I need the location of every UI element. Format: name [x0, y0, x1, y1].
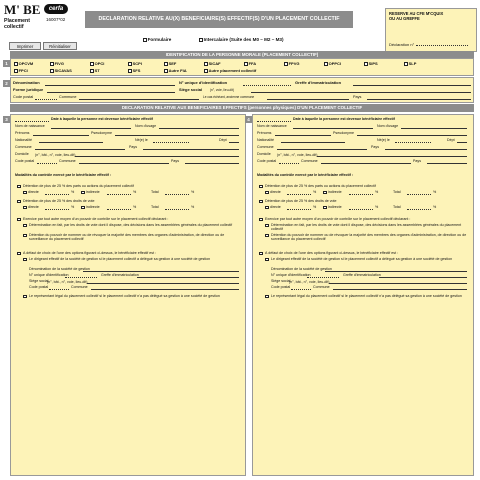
identity-panel: [10, 77, 474, 103]
birth-date-field[interactable]: [395, 142, 431, 143]
company-name-label: Dénomination de la société de gestion: [271, 267, 332, 271]
placement-type-checkbox[interactable]: [284, 62, 288, 66]
legal-rep-checkbox[interactable]: [23, 295, 27, 299]
legal-rep-company-checkbox[interactable]: [23, 258, 27, 262]
placement-type-label: FPCI: [18, 68, 28, 74]
domicile-label: Domicile: [15, 152, 29, 156]
last-name-field[interactable]: [51, 128, 131, 129]
declaration-number-field[interactable]: [416, 45, 468, 46]
shares-direct-percent-sign: %: [313, 190, 317, 194]
beneficiary-column-2: [252, 114, 474, 476]
placement-type-label: Autre FIA: [168, 68, 187, 74]
cerfa-logo: cerfa: [44, 4, 68, 14]
decide-checkbox[interactable]: [265, 224, 269, 228]
placement-type-label: FPVG: [288, 61, 300, 67]
company-id-label: N° unique d'identification: [271, 273, 311, 277]
shares-direct-percent[interactable]: [287, 194, 311, 195]
votes-indirect-percent-sign: %: [133, 205, 137, 209]
placement-type-opcvm[interactable]: [14, 62, 33, 67]
shares-direct-label: directe: [28, 190, 39, 194]
company-seat-field[interactable]: [329, 283, 467, 284]
placement-type-checkbox[interactable]: [244, 62, 248, 66]
reset-button[interactable]: Réinitialiser: [43, 42, 77, 50]
brand-block: [3, 2, 83, 54]
votes-indirect-checkbox[interactable]: [81, 206, 85, 210]
hold-shares-checkbox[interactable]: [259, 185, 263, 189]
placement-type-checkbox[interactable]: [50, 62, 54, 66]
shares-indirect-label: indirecte: [328, 190, 342, 194]
shares-total-percent[interactable]: [165, 194, 189, 195]
hold-votes-label: Détention de plus de 25 % des droits de vote: [265, 199, 337, 203]
country-field[interactable]: [367, 99, 471, 100]
shares-indirect-checkbox[interactable]: [323, 191, 327, 195]
shares-total-percent-sign: %: [433, 190, 437, 194]
shares-indirect-percent-sign: %: [375, 190, 379, 194]
postal-code-label: Code postal: [13, 95, 34, 99]
birth-date-label: Né(e) le: [377, 138, 390, 142]
placement-type-label: SLP: [408, 61, 417, 67]
placement-type-label: ST: [94, 68, 100, 74]
shares-direct-checkbox[interactable]: [265, 191, 269, 195]
country-label: Pays: [353, 95, 362, 99]
appoint-checkbox[interactable]: [23, 234, 27, 238]
domicile-field[interactable]: [75, 156, 239, 157]
company-commune-label: Commune: [313, 285, 330, 289]
pseudonym-field[interactable]: [115, 135, 239, 136]
default-checkbox[interactable]: [259, 252, 263, 256]
domicile-country-field[interactable]: [427, 163, 467, 164]
placement-type-fpvg[interactable]: [284, 62, 299, 67]
nationality-field[interactable]: [39, 142, 103, 143]
placement-type-label: OPCI: [94, 61, 105, 67]
placement-type-fivg[interactable]: [50, 62, 64, 67]
commune-label: Commune: [59, 95, 77, 99]
usage-name-label: Nom d'usage: [377, 124, 399, 128]
legal-rep-checkbox[interactable]: [265, 295, 269, 299]
seat-label: Siège social: [179, 87, 203, 92]
form-number: 16007*02: [46, 17, 66, 22]
placement-type-checkbox[interactable]: [90, 69, 94, 73]
placement-type-checkbox[interactable]: [404, 62, 408, 66]
placement-type-label: OPCVM: [18, 61, 34, 67]
company-seat-field[interactable]: [87, 283, 239, 284]
company-greffe-label: Greffe d'immatriculation: [101, 273, 139, 277]
birth-commune-label: Commune: [257, 145, 274, 149]
birth-date-field[interactable]: [153, 142, 189, 143]
domicile-country-label: Pays: [413, 159, 421, 163]
placement-type-label: OPPCI: [328, 61, 342, 67]
usage-name-field[interactable]: [401, 128, 467, 129]
placement-type-checkbox[interactable]: [164, 69, 168, 73]
appoint-label: Détention du pouvoir de nommer ou de révoquer la majorité des membres des organes d'administration, de direction ou de surveillance du placement collectif: [29, 233, 225, 242]
company-seat-label: Siège social: [29, 279, 49, 283]
section-3-number: 3: [3, 116, 10, 123]
placement-type-checkbox[interactable]: [14, 62, 18, 66]
mode-insert-option[interactable]: Intercalaire (Suite des M0 – M2 – M3): [199, 37, 284, 42]
placement-type-opci[interactable]: [90, 62, 104, 67]
domicile-commune-label: Commune: [301, 159, 318, 163]
hold-votes-checkbox[interactable]: [17, 200, 21, 204]
last-name-field[interactable]: [293, 128, 373, 129]
nationality-label: Nationalité: [15, 138, 32, 142]
birth-country-field[interactable]: [385, 149, 467, 150]
placement-type-checkbox[interactable]: [128, 69, 132, 73]
pseudonym-label: Pseudonyme: [333, 131, 354, 135]
form-header: [3, 2, 477, 54]
section-1-number: 1: [3, 60, 10, 67]
domicile-label: Domicile: [257, 152, 271, 156]
hold-shares-checkbox[interactable]: [17, 185, 21, 189]
placement-type-label: SICAF: [208, 61, 221, 67]
votes-direct-label: directe: [270, 205, 281, 209]
birth-country-label: Pays: [371, 145, 379, 149]
date-label: Date à laquelle la personne est devenue bénéficiaire effectif: [51, 117, 153, 121]
appoint-label: Détention du pouvoir de nommer ou de révoquer la majorité des membres des organes d'administration, de direction ou de surveillance du placement collectif: [271, 233, 467, 242]
placement-type-label: SFS: [132, 68, 141, 74]
placement-type-scpi[interactable]: [128, 62, 142, 67]
placement-type-checkbox[interactable]: [164, 62, 168, 66]
other-means-checkbox[interactable]: [259, 218, 263, 222]
legal-rep-company-label: Le dirigeant effectif de la société de gestion si le placement collectif a délégué sa gestion à une société de gestion: [29, 257, 211, 261]
form-code: M' BE: [4, 2, 41, 17]
votes-indirect-label: indirecte: [86, 205, 100, 209]
other-means-checkbox[interactable]: [17, 218, 21, 222]
greffe-field[interactable]: [353, 85, 471, 86]
placement-type-label: SICAVAS: [54, 68, 72, 74]
placement-type-slp[interactable]: [404, 62, 416, 67]
shares-indirect-checkbox[interactable]: [81, 191, 85, 195]
denomination-label: Dénomination: [13, 80, 40, 85]
appoint-checkbox[interactable]: [265, 234, 269, 238]
company-cp-label: Code postal: [29, 285, 49, 289]
placement-type-checkbox[interactable]: [324, 62, 328, 66]
domicile-commune-label: Commune: [59, 159, 76, 163]
postal-code-field[interactable]: [37, 163, 57, 164]
votes-total-percent[interactable]: [407, 209, 431, 210]
nationality-label: Nationalité: [257, 138, 274, 142]
usage-name-label: Nom d'usage: [135, 124, 157, 128]
decide-label: Détermination en fait, par les droits de vote dont il dispose, des décisions dans les assemblées générales du placement collectif: [271, 223, 462, 232]
placement-type-autre-fia[interactable]: [164, 69, 187, 74]
hold-votes-checkbox[interactable]: [259, 200, 263, 204]
placement-type-panel: [10, 58, 474, 76]
placement-type-label: SCPI: [132, 61, 142, 67]
legal-rep-company-checkbox[interactable]: [265, 258, 269, 262]
votes-direct-label: directe: [28, 205, 39, 209]
shares-indirect-percent[interactable]: [107, 194, 131, 195]
legal-rep-label: Le représentant légal du placement collectif si le placement collectif n'a pas délégué sa gestion à une société de gestion: [271, 294, 462, 298]
company-name-field[interactable]: [83, 271, 239, 272]
votes-total-percent-sign: %: [191, 205, 195, 209]
first-names-label: Prénoms: [257, 131, 272, 135]
date-field[interactable]: [15, 121, 49, 122]
company-greffe-field[interactable]: [137, 277, 239, 278]
domicile-hint: (n°, bât., n°, voie, lieu-dit): [277, 152, 318, 157]
placement-type-sef[interactable]: [164, 62, 176, 67]
birth-date-label: Né(e) le: [135, 138, 148, 142]
beneficiaries-section-title: DECLARATION RELATIVE AUX BENEFICIAIRES EFFECTIFS (personnes physiques) D'UN PLACEMENT COLLECTIF: [10, 104, 474, 112]
shares-total-label: Total: [393, 190, 401, 194]
company-cp-field[interactable]: [291, 289, 311, 290]
date-field[interactable]: [257, 121, 291, 122]
first-names-label: Prénoms: [15, 131, 30, 135]
first-names-field[interactable]: [275, 135, 331, 136]
placement-type-checkbox[interactable]: [204, 62, 208, 66]
company-id-field[interactable]: [65, 277, 97, 278]
placement-type-sicaf[interactable]: [204, 62, 221, 67]
placement-type-label: FFA: [248, 61, 257, 67]
placement-type-ffa[interactable]: [244, 62, 256, 67]
shares-direct-percent[interactable]: [45, 194, 69, 195]
votes-total-percent-sign: %: [433, 205, 437, 209]
placement-type-label: SEF: [168, 61, 177, 67]
postal-code-field[interactable]: [35, 99, 57, 100]
form-title: DECLARATION RELATIVE AU(X) BENEFICIAIRE(S) EFFECTIF(S) D'UN PLACEMENT COLLECTIF: [85, 11, 353, 28]
company-id-label: N° unique d'identification: [29, 273, 69, 277]
seat-field[interactable]: [251, 92, 471, 93]
placement-type-checkbox[interactable]: [90, 62, 94, 66]
form-mode-options: [143, 36, 353, 45]
date-label: Date à laquelle la personne est devenue bénéficiaire effectif: [293, 117, 395, 121]
last-name-label: Nom de naissance: [257, 124, 287, 128]
nationality-field[interactable]: [281, 142, 345, 143]
shares-total-label: Total: [151, 190, 159, 194]
votes-direct-percent-sign: %: [313, 205, 317, 209]
placement-type-label: FIVG: [54, 61, 64, 67]
shares-indirect-percent[interactable]: [349, 194, 373, 195]
company-seat-hint: (n°, bât., n°, voie, lieu-dit): [47, 279, 88, 284]
company-commune-field[interactable]: [333, 289, 467, 290]
shares-total-percent-sign: %: [191, 190, 195, 194]
shares-indirect-percent-sign: %: [133, 190, 137, 194]
former-commune-field[interactable]: [267, 99, 349, 100]
default-label: A défaut de choix de l'une des options figurant ci-dessus, le bénéficiaire effectif est :: [23, 251, 157, 255]
votes-indirect-percent[interactable]: [349, 209, 373, 210]
legal-form-label: Forme juridique: [13, 87, 44, 92]
votes-direct-percent-sign: %: [71, 205, 75, 209]
commune-field[interactable]: [79, 99, 199, 100]
usage-name-field[interactable]: [159, 128, 239, 129]
birth-country-field[interactable]: [143, 149, 239, 150]
domicile-field[interactable]: [317, 156, 467, 157]
votes-direct-percent[interactable]: [287, 209, 311, 210]
pseudonym-label: Pseudonyme: [91, 131, 112, 135]
company-commune-label: Commune: [71, 285, 88, 289]
mode-insert-checkbox[interactable]: [199, 38, 203, 42]
placement-section-title: IDENTIFICATION DE LA PERSONNE MORALE (PLACEMENT COLLECTIF): [10, 51, 474, 58]
legal-form-field[interactable]: [47, 92, 175, 93]
commune-hint: Le cas échéant, ancienne commune: [203, 94, 255, 99]
placement-type-fpci[interactable]: [14, 69, 28, 74]
birth-commune-field[interactable]: [35, 149, 125, 150]
legal-rep-label: Le représentant légal du placement collectif si le placement collectif n'a pas délégué sa gestion à une société de gestion: [29, 294, 220, 298]
placement-type-autre-placement-collectif[interactable]: [204, 69, 256, 74]
other-means-label: Exercice par tout autre moyen d'un pouvoir de contrôle sur le placement collectif déclarant :: [23, 217, 169, 221]
section-2-number: 2: [3, 80, 10, 87]
beneficiary-column-1: [10, 114, 246, 476]
postal-code-label: Code postal: [15, 159, 35, 163]
domicile-commune-field[interactable]: [79, 163, 169, 164]
votes-indirect-percent[interactable]: [107, 209, 131, 210]
company-commune-field[interactable]: [91, 289, 239, 290]
seat-hint: (n°, voie, lieu-dit): [210, 87, 234, 92]
dept-field[interactable]: [229, 142, 239, 143]
birth-commune-field[interactable]: [277, 149, 367, 150]
placement-type-st[interactable]: [90, 69, 100, 74]
placement-type-sicavas[interactable]: [50, 69, 72, 74]
company-name-label: Dénomination de la société de gestion: [29, 267, 90, 271]
placement-type-checkbox[interactable]: [364, 62, 368, 66]
placement-type-checkbox[interactable]: [204, 69, 208, 73]
pseudonym-field[interactable]: [357, 135, 467, 136]
company-cp-field[interactable]: [49, 289, 69, 290]
shares-indirect-label: indirecte: [86, 190, 100, 194]
birth-country-label: Pays: [129, 145, 137, 149]
votes-indirect-label: indirecte: [328, 205, 342, 209]
votes-total-label: Total: [393, 205, 401, 209]
id-number-label: N° unique d'identification: [179, 80, 228, 85]
shares-direct-label: directe: [270, 190, 281, 194]
postal-code-field[interactable]: [279, 163, 299, 164]
dept-label: Dépt: [447, 138, 455, 142]
placement-type-oppci[interactable]: [324, 62, 341, 67]
mode-form-checkbox[interactable]: [143, 38, 147, 42]
reserved-label: RESERVE AU CFE M'CQUIX OU AU GREFFE: [389, 11, 444, 21]
company-greffe-label: Greffe d'immatriculation: [343, 273, 381, 277]
section-4-number: 4: [245, 116, 252, 123]
denomination-field[interactable]: [45, 85, 175, 86]
id-number-field[interactable]: [243, 85, 291, 86]
placement-type-checkbox[interactable]: [50, 69, 54, 73]
hold-votes-label: Détention de plus de 25 % des droits de vote: [23, 199, 95, 203]
domicile-country-label: Pays: [171, 159, 179, 163]
greffe-label: Greffe d'immatriculation: [295, 80, 342, 85]
votes-direct-checkbox[interactable]: [23, 206, 27, 210]
votes-indirect-percent-sign: %: [375, 205, 379, 209]
hold-shares-label: Détention de plus de 25 % des parts ou actions du placement collectif: [265, 184, 376, 188]
company-seat-label: Siège social: [271, 279, 291, 283]
company-cp-label: Code postal: [271, 285, 291, 289]
birth-commune-label: Commune: [15, 145, 32, 149]
votes-total-percent[interactable]: [165, 209, 189, 210]
first-names-field[interactable]: [33, 135, 89, 136]
company-seat-hint: (n°, bât., n°, voie, lieu-dit): [289, 279, 330, 284]
decide-checkbox[interactable]: [23, 224, 27, 228]
company-id-field[interactable]: [307, 277, 339, 278]
modalities-title: Modalités du contrôle exercé par le bénéficiaire effectif :: [15, 173, 112, 177]
postal-code-label: Code postal: [257, 159, 277, 163]
placement-type-checkbox[interactable]: [14, 69, 18, 73]
default-label: A défaut de choix de l'une des options figurant ci-dessus, le bénéficiaire effectif est :: [265, 251, 399, 255]
shares-total-percent[interactable]: [407, 194, 431, 195]
shares-direct-percent-sign: %: [71, 190, 75, 194]
mode-form-option[interactable]: Formulaire: [143, 37, 171, 42]
placement-type-sfs[interactable]: [128, 69, 140, 74]
other-means-label: Exercice par tout autre moyen d'un pouvoir de contrôle sur le placement collectif déclarant :: [265, 217, 411, 221]
domicile-hint: (n°, bât., n°, voie, lieu-dit): [35, 152, 76, 157]
company-name-field[interactable]: [325, 271, 467, 272]
dept-field[interactable]: [457, 142, 467, 143]
print-button[interactable]: Imprimer: [9, 42, 41, 50]
modalities-title: Modalités du contrôle exercé par le bénéficiaire effectif :: [257, 173, 354, 177]
decide-label: Détermination en fait, par les droits de vote dont il dispose, des décisions dans les assemblées générales du placement collectif: [29, 223, 233, 227]
shares-direct-checkbox[interactable]: [23, 191, 27, 195]
placement-type-sips[interactable]: [364, 62, 378, 67]
domicile-country-field[interactable]: [185, 163, 239, 164]
hold-shares-label: Détention de plus de 25 % des parts ou actions du placement collectif: [23, 184, 134, 188]
placement-type-label: Autre placement collectif: [208, 68, 257, 74]
default-checkbox[interactable]: [17, 252, 21, 256]
legal-rep-company-label: Le dirigeant effectif de la société de gestion si le placement collectif a délégué sa gestion à une société de gestion: [271, 257, 453, 261]
votes-indirect-checkbox[interactable]: [323, 206, 327, 210]
domicile-commune-field[interactable]: [321, 163, 411, 164]
votes-direct-checkbox[interactable]: [265, 206, 269, 210]
placement-type-checkbox[interactable]: [128, 62, 132, 66]
form-subtitle: Placement collectif: [4, 18, 30, 30]
dept-label: Dépt: [219, 138, 227, 142]
votes-direct-percent[interactable]: [45, 209, 69, 210]
last-name-label: Nom de naissance: [15, 124, 45, 128]
declaration-number[interactable]: Déclaration n°: [389, 43, 468, 48]
reserved-box: [385, 8, 477, 52]
votes-total-label: Total: [151, 205, 159, 209]
placement-type-label: SIPS: [368, 61, 378, 67]
company-greffe-field[interactable]: [379, 277, 467, 278]
